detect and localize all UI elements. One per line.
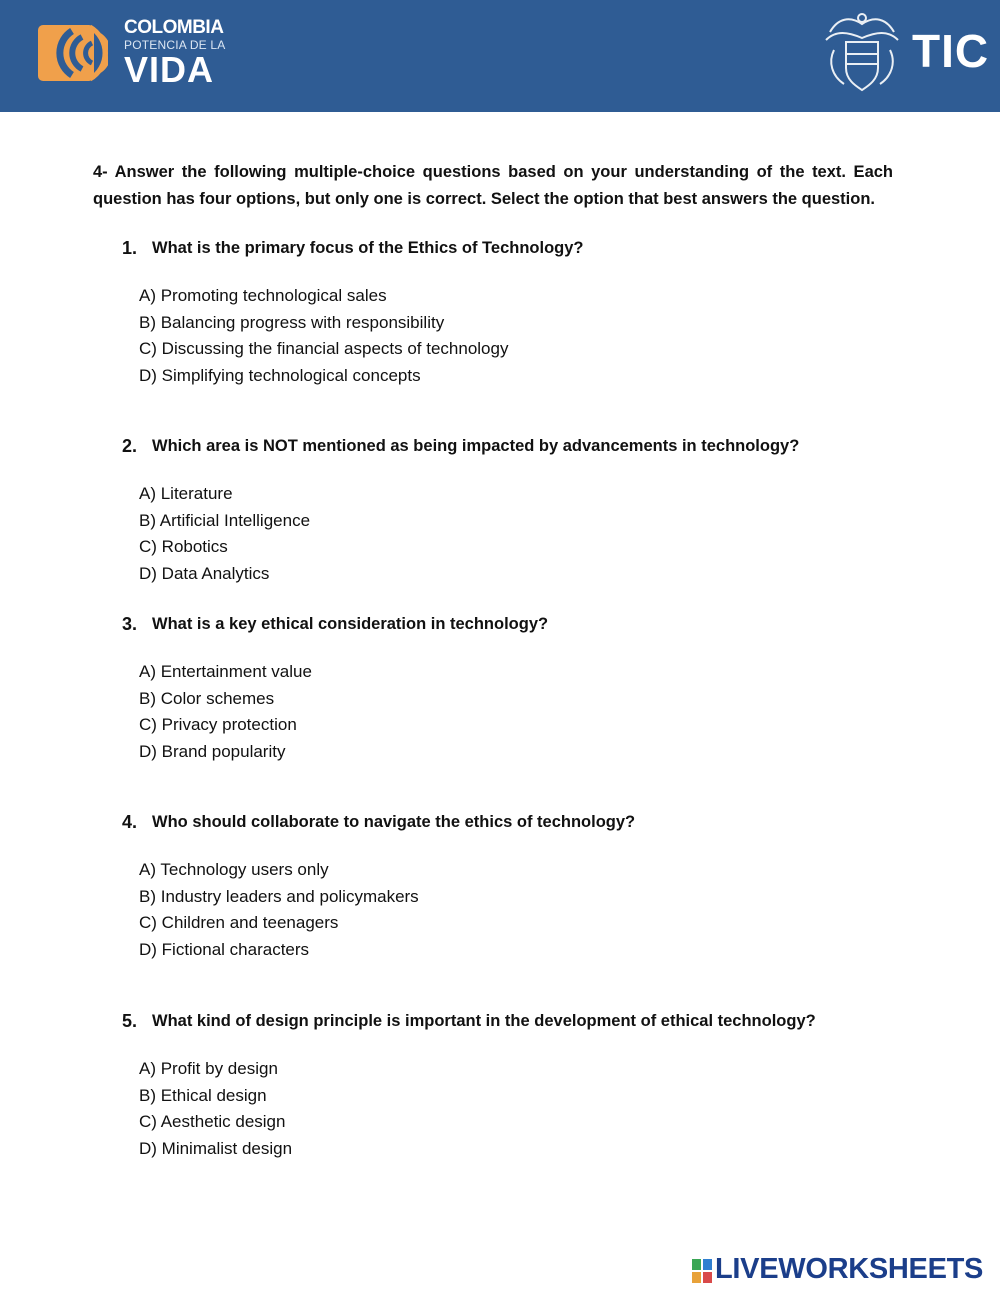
option-b[interactable]: B) Ethical design bbox=[139, 1085, 267, 1105]
options-list bbox=[139, 481, 902, 587]
question-number: 2. bbox=[122, 435, 138, 456]
question-5 bbox=[122, 1007, 902, 1162]
colombia-logo-text bbox=[124, 18, 226, 88]
question-title bbox=[122, 1007, 902, 1035]
coat-of-arms-icon bbox=[820, 10, 904, 96]
question-text: Which area is NOT mentioned as being impacted by advancements in technology? bbox=[152, 436, 800, 455]
question-3 bbox=[122, 610, 902, 765]
options-list bbox=[139, 283, 902, 389]
option-d[interactable]: D) Simplifying technological concepts bbox=[139, 365, 421, 385]
brand-line-1: COLOMBIA bbox=[124, 17, 224, 38]
question-number: 4. bbox=[122, 811, 138, 832]
option-c[interactable]: C) Aesthetic design bbox=[139, 1112, 286, 1131]
option-a[interactable]: A) Literature bbox=[139, 484, 233, 503]
instructions-text: 4- Answer the following multiple-choice questions based on your understanding of the text. Each question has four options, but only one is correct. Select the option that best answers the question. bbox=[93, 163, 893, 208]
option-a[interactable]: A) Entertainment value bbox=[139, 662, 312, 681]
option-a[interactable]: A) Technology users only bbox=[139, 860, 329, 879]
option-d[interactable]: D) Fictional characters bbox=[139, 939, 310, 959]
question-number: 3. bbox=[122, 613, 138, 634]
question-number: 1. bbox=[122, 237, 138, 258]
options-list bbox=[139, 857, 902, 963]
question-4 bbox=[122, 808, 902, 963]
ministry-logo bbox=[820, 10, 990, 98]
colombia-waves-icon bbox=[38, 21, 108, 85]
option-d[interactable]: D) Data Analytics bbox=[139, 563, 270, 583]
option-b[interactable]: B) Artificial Intelligence bbox=[139, 510, 311, 530]
liveworksheets-brand: LIVEWORKSHEETS bbox=[715, 1253, 984, 1285]
option-c[interactable]: C) Children and teenagers bbox=[139, 913, 339, 932]
options-list bbox=[139, 1056, 902, 1162]
options-list bbox=[139, 659, 902, 765]
ministry-label: TIC bbox=[912, 25, 990, 77]
brand-line-2: POTENCIA DE LA bbox=[124, 38, 226, 52]
option-c[interactable]: C) Robotics bbox=[139, 537, 228, 556]
question-text: What is a key ethical consideration in technology? bbox=[152, 614, 549, 633]
liveworksheets-logo-icon bbox=[692, 1259, 712, 1283]
liveworksheets-footer bbox=[692, 1252, 992, 1286]
question-title bbox=[122, 432, 902, 460]
option-d[interactable]: D) Brand popularity bbox=[139, 741, 286, 761]
question-text: Who should collaborate to navigate the ethics of technology? bbox=[152, 812, 636, 831]
question-title bbox=[122, 234, 902, 262]
option-b[interactable]: B) Balancing progress with responsibility bbox=[139, 312, 445, 332]
question-title bbox=[122, 808, 902, 836]
colombia-logo bbox=[38, 18, 238, 88]
question-number: 5. bbox=[122, 1010, 138, 1031]
option-a[interactable]: A) Promoting technological sales bbox=[139, 286, 387, 305]
question-title bbox=[122, 610, 902, 638]
question-2 bbox=[122, 432, 902, 587]
question-text: What kind of design principle is important in the development of ethical technology? bbox=[152, 1011, 816, 1030]
header-banner bbox=[0, 0, 1000, 112]
option-d[interactable]: D) Minimalist design bbox=[139, 1138, 293, 1158]
option-b[interactable]: B) Industry leaders and policymakers bbox=[139, 886, 419, 906]
question-1 bbox=[122, 234, 902, 389]
brand-line-3: VIDA bbox=[124, 49, 215, 90]
option-b[interactable]: B) Color schemes bbox=[139, 688, 275, 708]
option-c[interactable]: C) Discussing the financial aspects of technology bbox=[139, 339, 509, 358]
option-c[interactable]: C) Privacy protection bbox=[139, 715, 297, 734]
question-text: What is the primary focus of the Ethics of Technology? bbox=[152, 238, 584, 257]
option-a[interactable]: A) Profit by design bbox=[139, 1059, 278, 1078]
